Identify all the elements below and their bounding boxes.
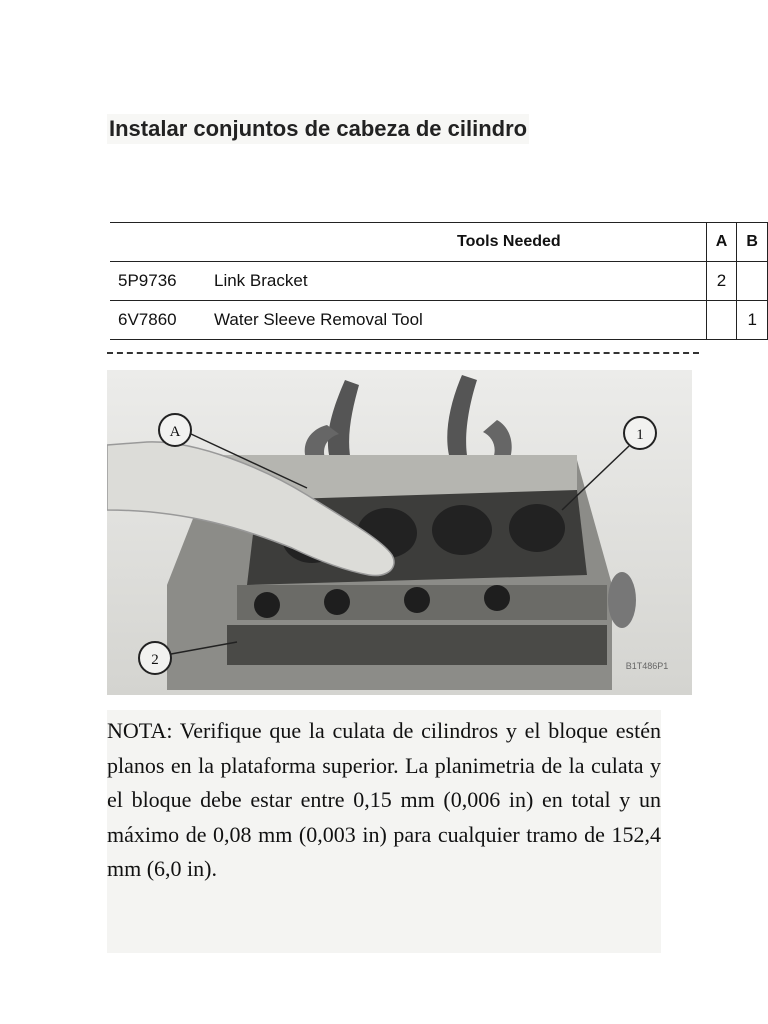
- quantity-a: 2: [706, 262, 737, 301]
- quantity-b: [737, 262, 768, 301]
- table-row: [110, 301, 768, 340]
- tool-cell: [110, 262, 706, 301]
- bolt: [324, 589, 350, 615]
- tool-name: Link Bracket: [214, 271, 308, 290]
- tool-cell: [110, 301, 706, 340]
- note-text: NOTA: Verifique que la culata de cilindros y el bloque estén planos en la plataforma superior. La planimetria de la culata y el bloque debe estar entre 0,15 mm (0,006 in) en total y un máximo de 0,08 mm (0,003 in) para cualquier tramo de 152,4 mm (6,0 in).: [107, 718, 661, 881]
- section-divider: [107, 352, 699, 354]
- callout-1-label: 1: [636, 427, 644, 443]
- lower-block: [227, 625, 607, 665]
- port: [509, 504, 565, 552]
- quantity-a: [706, 301, 737, 340]
- port: [432, 505, 492, 555]
- callout-a-label: A: [169, 424, 181, 440]
- note-box: [107, 710, 661, 953]
- part-number: 5P9736: [118, 271, 177, 290]
- image-code: B1T486P1: [625, 661, 669, 671]
- part-number: 6V7860: [118, 310, 177, 329]
- bolt: [404, 587, 430, 613]
- callout-2-label: 2: [151, 652, 159, 668]
- tools-needed-header: Tools Needed: [110, 223, 706, 262]
- bolt: [484, 585, 510, 611]
- bolt: [254, 592, 280, 618]
- table-row: [110, 262, 768, 301]
- tools-needed-table: [110, 222, 768, 340]
- engine-illustration: [107, 370, 692, 695]
- tool-name: Water Sleeve Removal Tool: [214, 310, 423, 329]
- page-title: Instalar conjuntos de cabeza de cilindro: [107, 114, 529, 144]
- quantity-b: 1: [737, 301, 768, 340]
- column-b-header: B: [737, 223, 768, 262]
- column-a-header: A: [706, 223, 737, 262]
- cylinder-head-photo: [107, 370, 692, 695]
- pulley: [608, 572, 636, 628]
- table-header-row: [110, 223, 768, 262]
